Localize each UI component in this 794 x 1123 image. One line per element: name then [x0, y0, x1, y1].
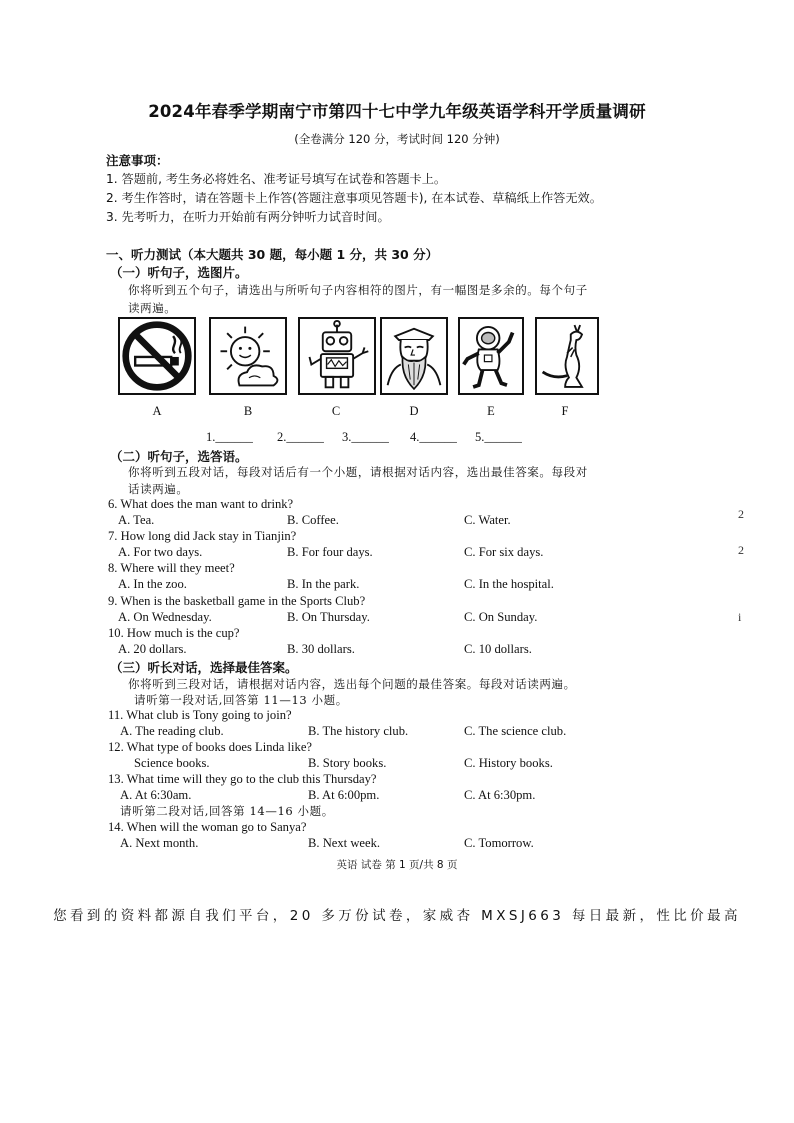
edge-mark-2: 2 [738, 543, 744, 557]
picture-b [209, 317, 287, 395]
edge-mark-3: i [738, 610, 742, 624]
no-smoking-icon [120, 319, 194, 393]
part-2-instruction-line2: 话读两遍。 [128, 482, 189, 496]
picture-letter-b: B [243, 404, 253, 418]
astronaut-icon [460, 319, 522, 393]
picture-letter-a: A [152, 404, 162, 418]
part-1-instruction-line2: 读两遍。 [128, 301, 177, 315]
part-1-instruction-line1: 你将听到五个句子，请选出与所听句子内容相符的图片，有一幅图是多余的。每个句子 [128, 283, 588, 297]
question-14-option-a: A. Next month. [120, 836, 199, 850]
question-6-option-c: C. Water. [464, 513, 511, 527]
notice-heading: 注意事项： [106, 153, 169, 168]
picture-a [118, 317, 196, 395]
part-3-group-2: 请听第二段对话,回答第 14—16 小题。 [120, 804, 334, 818]
question-7-option-b: B. For four days. [287, 545, 373, 559]
question-12-option-c: C. History books. [464, 756, 553, 770]
question-10: 10. How much is the cup? [108, 626, 240, 640]
answer-blank-4: 4.______ [410, 430, 457, 444]
question-12: 12. What type of books does Linda like? [108, 740, 313, 754]
question-13-option-b: B. At 6:00pm. [308, 788, 380, 802]
question-13: 13. What time will they go to the club this Thursday? [108, 772, 377, 786]
question-8-option-a: A. In the zoo. [118, 577, 187, 591]
picture-letter-f: F [561, 404, 569, 418]
answer-blank-2: 2.______ [277, 430, 324, 444]
question-11-option-c: C. The science club. [464, 724, 567, 738]
robot-icon [300, 319, 374, 393]
part-1-heading: （一）听句子，选图片。 [110, 265, 248, 280]
confucius-portrait-icon [382, 319, 446, 393]
question-14: 14. When will the woman go to Sanya? [108, 820, 307, 834]
question-8: 8. Where will they meet? [108, 561, 235, 575]
question-8-option-c: C. In the hospital. [464, 577, 554, 591]
question-13-option-a: A. At 6:30am. [120, 788, 192, 802]
question-11: 11. What club is Tony going to join? [108, 708, 292, 722]
part-3-instruction: 你将听到三段对话，请根据对话内容，选出每个问题的最佳答案。每段对话读两遍。 [128, 677, 576, 691]
question-9-option-a: A. On Wednesday. [118, 610, 212, 624]
part-2-heading: （二）听句子，选答语。 [110, 449, 248, 464]
question-7: 7. How long did Jack stay in Tianjin? [108, 529, 297, 543]
picture-e [458, 317, 524, 395]
part-3-group-1: 请听第一段对话,回答第 11—13 小题。 [134, 693, 348, 707]
answer-blank-1: 1.______ [206, 430, 253, 444]
question-14-option-c: C. Tomorrow. [464, 836, 534, 850]
picture-c [298, 317, 376, 395]
question-11-option-a: A. The reading club. [120, 724, 224, 738]
picture-f [535, 317, 599, 395]
kangaroo-icon [537, 319, 597, 393]
picture-letter-e: E [487, 404, 495, 418]
question-9-option-c: C. On Sunday. [464, 610, 538, 624]
page-footer: 英语 试卷 第 1 页/共 8 页 [336, 859, 458, 871]
question-13-option-c: C. At 6:30pm. [464, 788, 536, 802]
question-11-option-b: B. The history club. [308, 724, 409, 738]
exam-subtitle: (全卷满分 120 分，考试时间 120 分钟) [294, 132, 500, 146]
question-8-option-b: B. In the park. [287, 577, 360, 591]
sun-cloud-icon [211, 319, 285, 393]
section-1-heading: 一、听力测试（本大题共 30 题，每小题 1 分，共 30 分） [106, 247, 439, 262]
answer-blank-3: 3.______ [342, 430, 389, 444]
question-12-option-b: B. Story books. [308, 756, 387, 770]
question-6: 6. What does the man want to drink? [108, 497, 294, 511]
question-10-option-b: B. 30 dollars. [287, 642, 355, 656]
picture-letter-d: D [409, 404, 419, 418]
question-7-option-c: C. For six days. [464, 545, 544, 559]
question-9-option-b: B. On Thursday. [287, 610, 370, 624]
part-3-heading: （三）听长对话，选择最佳答案。 [110, 660, 298, 675]
picture-letter-c: C [331, 404, 341, 418]
question-10-option-a: A. 20 dollars. [118, 642, 187, 656]
picture-d [380, 317, 448, 395]
question-6-option-b: B. Coffee. [287, 513, 339, 527]
question-9: 9. When is the basketball game in the Sports Club? [108, 594, 366, 608]
question-6-option-a: A. Tea. [118, 513, 155, 527]
notice-item-3: 3. 先考听力，在听力开始前有两分钟听力试音时间。 [106, 210, 390, 224]
question-7-option-a: A. For two days. [118, 545, 203, 559]
question-12-option-a: Science books. [134, 756, 210, 770]
advert-banner: 您看到的资料都源自我们平台，20 多万份试卷，家威杏 MXSJ663 每日最新，性比价最高 [53, 908, 741, 924]
answer-blank-5: 5.______ [475, 430, 522, 444]
notice-item-2: 2. 考生作答时，请在答题卡上作答(答题注意事项见答题卡), 在本试卷、草稿纸上作答无效。 [106, 191, 602, 205]
notice-item-1: 1. 答题前, 考生务必将姓名、准考证号填写在试卷和答题卡上。 [106, 172, 447, 186]
question-14-option-b: B. Next week. [308, 836, 381, 850]
question-10-option-c: C. 10 dollars. [464, 642, 532, 656]
part-2-instruction-line1: 你将听到五段对话，每段对话后有一个小题，请根据对话内容，选出最佳答案。每段对 [128, 465, 588, 479]
exam-title: 2024年春季学期南宁市第四十七中学九年级英语学科开学质量调研 [148, 102, 646, 121]
edge-mark-1: 2 [738, 507, 744, 521]
